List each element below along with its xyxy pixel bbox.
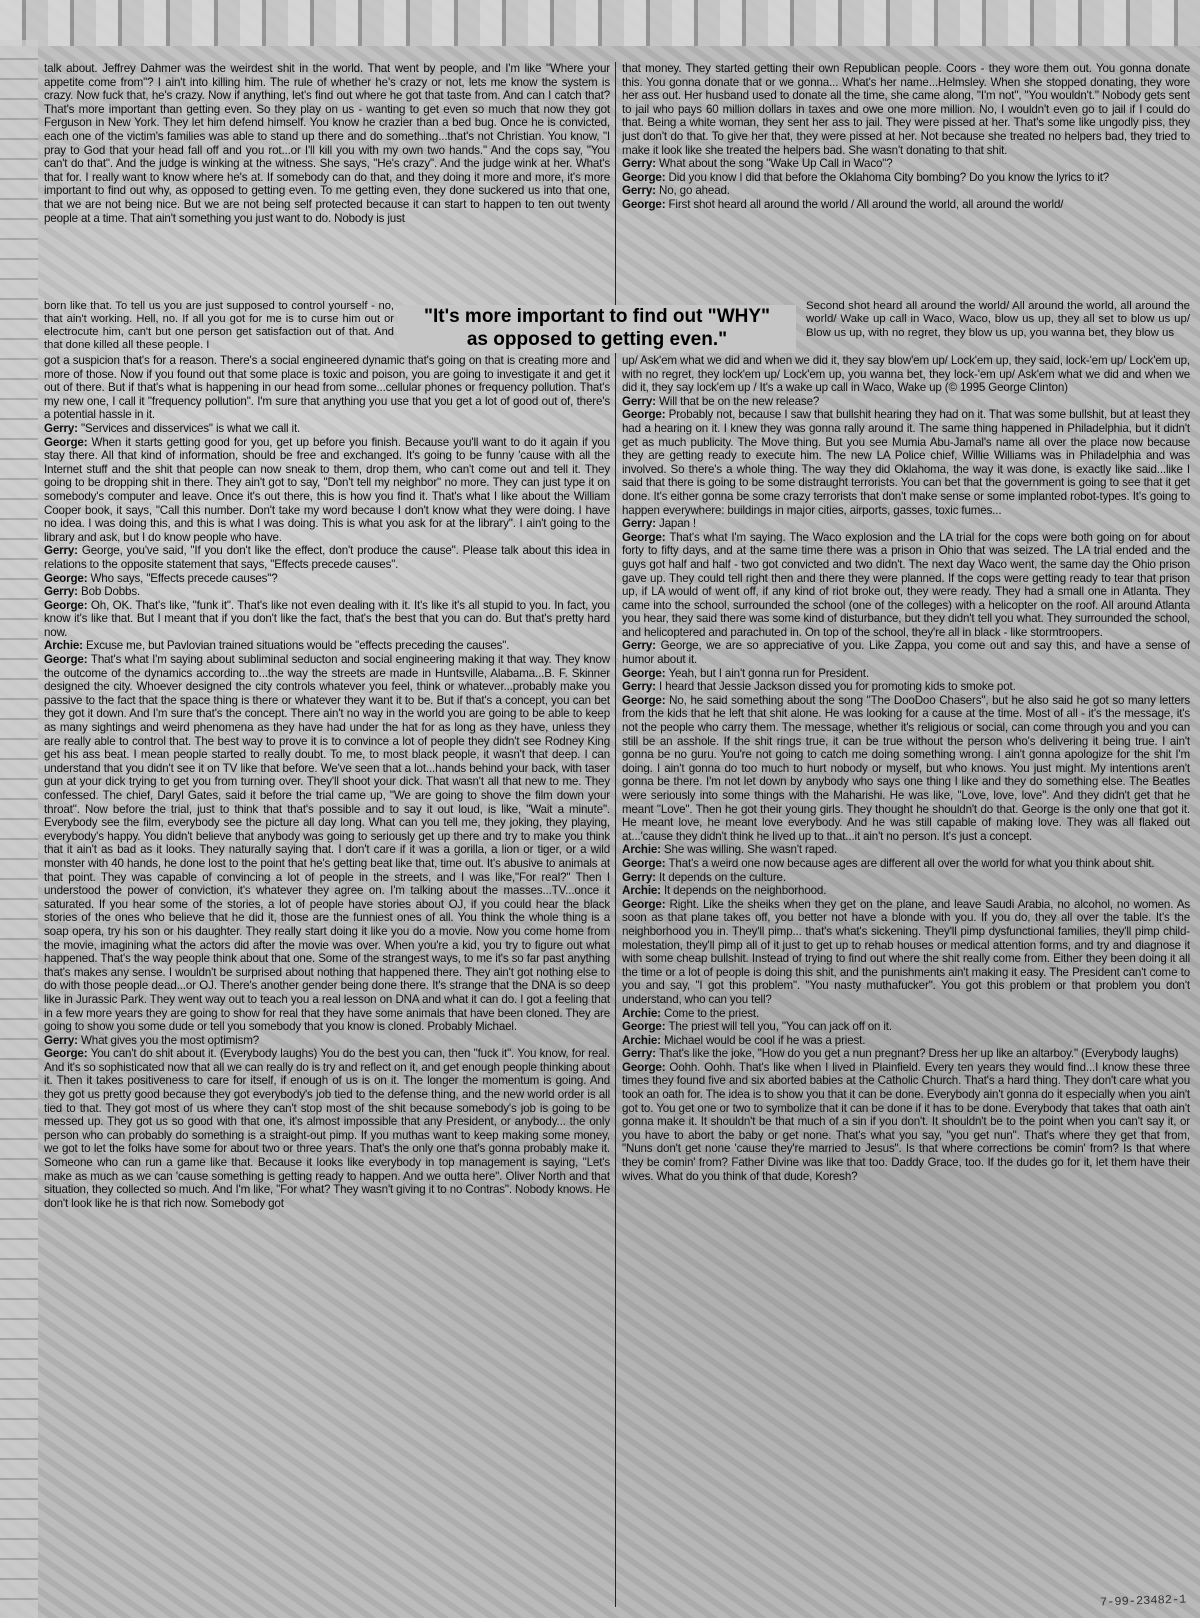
interview-paragraph: [44, 436, 610, 545]
paragraph-text: George, we are so appreciative of you. Like Zappa, you come out and say this, and have a sense of humor about it.: [622, 639, 1190, 667]
interview-paragraph: [622, 639, 1190, 666]
paragraph-text: Right. Like the sheiks when they get on the plane, and leave Saudi Arabia, no alcohol, no women. As soon as that plane takes off, you better not have a blonde with you. If you do, they all over the table. It's the neighborhood you in. They'll pimp... that's what's sickening. They'll pimp dysfunctional families, they'll pimp child-molestation, they'll pimp all of it just to get up to rehab houses or medical attention forms, and try and diagnose it with some cheap bullshit. Instead of trying to find out where the shit really come from. Either they been doing it all the time or a lot of people is doing this shit, and the punishments ain't making it easy. The President can't come to you and say, "I got this problem". "You nasty muthafucker". You got this problem or that problem you don't understand, who can you tell?: [622, 897, 1190, 1006]
paragraph-text: Will that be on the new release?: [658, 394, 820, 408]
speaker-name: George:: [622, 1060, 670, 1074]
speaker-name: Archie:: [44, 639, 86, 653]
right-column-wrap-text: Second shot heard all around the world/ All around the world, all around the world/ Wake up call in Waco, Waco, blow us up, they all set to blow us up/ Blow us up, with no regret, they blow us up, you wanna bet, they blow us: [806, 300, 1190, 339]
speaker-name: George:: [622, 856, 669, 870]
speaker-name: George:: [622, 693, 670, 707]
interview-paragraph: [622, 680, 1190, 694]
paragraph-text: The priest will tell you, "You can jack off on it.: [668, 1020, 892, 1034]
interview-paragraph: [622, 898, 1190, 1007]
pull-quote-line-2: as opposed to getting even.": [466, 329, 728, 350]
interview-paragraph: [44, 572, 610, 586]
speaker-name: Gerry:: [622, 394, 659, 408]
paragraph-text: She was willing. She wasn't raped.: [663, 843, 838, 857]
speaker-name: George:: [622, 197, 669, 211]
paragraph-text: up/ Ask'em what we did and when we did it, they say blow'em up/ Lock'em up, they said, lock-'em up/ Lock'em up, with no regret, they lock'em up/ Lock'em up, you wanna bet, they lock-'em up/ Ask'em what we did and when we did it, they say lock'em up / It's a wake up call in Waco, Wake up (© 1995 George Clinton): [622, 354, 1190, 395]
left-column-wrap-text: born like that. To tell us you are just supposed to control yourself - no, that ain't working. Hell, no. If all you got for me is to curse him out or electrocute him, can't but one person get satisfaction out of that. And that done killed all these people. I: [44, 300, 394, 352]
interview-paragraph: [44, 544, 610, 571]
interview-paragraph: [622, 198, 1190, 212]
speaker-name: George:: [44, 598, 91, 612]
interview-paragraph: [622, 694, 1190, 844]
paragraph-text: You can't do shit about it. (Everybody laughs) You do the best you can, then "fuck it". You know, for real. And it's so sophisticated now that all we can really do is try and reflect on it, and get enough people thinking about it. Then it takes positiveness to care for itself, if enough of us is on it. The longer the momentum is going. And they got us pretty good because they got everybody's job tied to the defense thing, and the new world order is all tied to that. They got most of us where they can't stop most of the shit because somebody's job is going to be messed up. They got us so good with that one, it's almost impossible that any President, or anybody... the only person who can probably do something is a straight-out pimp. If you muthas want to keep making some money, we got to let the folks have some for about two or three years. That's the only one that's gonna probably make it. Someone who can run a game like that. Because it looks like everybody in top management is saying, "Let's make as much as we can 'cause something is getting ready to happen. And we outta here". Oliver North and that situation, they collected so much. And I'm like, "For what? They wasn't giving it to no Contras". Nobody knows. He don't look like he is that rich now. Somebody got: [44, 1047, 610, 1210]
interview-paragraph: [44, 653, 610, 1034]
interview-paragraph: [622, 184, 1190, 198]
interview-paragraph: [622, 517, 1190, 531]
speaker-name: George:: [622, 170, 669, 184]
paragraph-text: Excuse me, but Pavlovian trained situations would be "effects preceding the causes".: [85, 639, 510, 653]
speaker-name: George:: [622, 530, 670, 544]
left-column-top: [44, 62, 610, 225]
interview-paragraph: [622, 1047, 1190, 1061]
speaker-name: Gerry:: [622, 1047, 659, 1061]
paragraph-text: talk about. Jeffrey Dahmer was the weirdest shit in the world. That went by people, and I'm like "Where your appetite come from"? I ain't into killing him. The rule of whether he's crazy or not, lets me know the system is crazy. Now fuck that, he's crazy. Now if anything, let's find out where he got that taste from. And can I catch that? That's more important than getting even. So they play on us - wanting to get even so much that now they got Ferguson in New York. They let him defend himself. You know he crazier than a bed bug. Once he is convicted, each one of the victim's families was able to stand up there and do something...that's not Christian. You know, "I pray to God that your head fall off and you rot...or I'll kill you with my own two hands." And the cops say, "You can't do that". And the judge is winking at the witness. She says, "He's crazy". And the judge wink at her. What's that for. I really want to know where he's at. If somebody can do that, and they doing it more and more, it's more important to find out why, as opposed to getting even. To me getting even, they done suckered us into that one, that we are not being nice. But we are not being self protected because it can start to happen to ten out twenty people at a time. That ain't something you just want to do. Nobody is just: [44, 62, 610, 225]
speaker-name: Archie:: [622, 843, 664, 857]
barcode-stamp: 7-99-23482-1: [1099, 1592, 1187, 1610]
paragraph-text: That's a weird one now because ages are different all over the world for what you think about shit.: [668, 856, 1155, 870]
paragraph-text: It depends on the culture.: [658, 870, 786, 884]
paragraph-text: Oohh. Oohh. That's like when I lived in Plainfield. Every ten years they would find...I know these three times they found five and six aborted babies at the Catholic Church. That's a hard thing. They don't care what you took an oath for. The idea is to show you that it can be done. Everybody ain't gonna do it especially when you ain't got to. You get one or two to symbolize that it can be done if it has to be done. Everybody that takes that oath ain't gonna make it. It shouldn't be that much of a sin if you don't. It shouldn't be to the point when you can't say it, or you have to abort the baby or get none. That's what you say, "you get nun". That's where they get that from, "Nuns don't get none 'cause they're married to Jesus". Is that where corrections be comin' from? Is that where they be comin' from? Father Divine was like that too. Daddy Grace, too. If the dudes go for it, let them have their wives. What do you think of that dude, Koresh?: [622, 1060, 1190, 1183]
paragraph-text: Probably not, because I saw that bullshit hearing they had on it. That was some bullshit, but at least they had a hearing on it. I knew they was gonna rally around it. The same thing happened in Philadelphia, but it didn't get as much publicity. The Move thing. But you see Mumia Abu-Jamal's name all over the place now because they are getting ready to execute him. The new LA Police chief, Willie Williams was in Philadelphia and was involved. So there's a whole thing. The way they did Oklahoma, the way it was done, is exactly like said...like I said that there is going to be some distraught terrorists. You can bet that the government is going to see that it get done. It's either gonna be some crazy terrorists that don't make sense or some implanted robot-types. It's going to happen everywhere: buildings in major cities, airports, gasses, toxic fumes...: [622, 408, 1190, 517]
interview-paragraph: [622, 408, 1190, 517]
interview-paragraph: [44, 599, 610, 640]
paragraph-text: Come to the priest.: [663, 1006, 760, 1020]
interview-paragraph: [622, 157, 1190, 171]
interview-paragraph: [44, 639, 610, 653]
interview-paragraph: [622, 667, 1190, 681]
interview-paragraph: [622, 531, 1190, 640]
header-collage-art: [0, 0, 1200, 46]
speaker-name: Gerry:: [44, 585, 81, 599]
speaker-name: Gerry:: [622, 870, 659, 884]
column-divider: [615, 62, 616, 1607]
paragraph-text: That's like the joke, "How do you get a nun pregnant? Dress her up like an altarboy." (Everybody laughs): [658, 1047, 1179, 1061]
speaker-name: Gerry:: [622, 639, 661, 653]
right-column-main: [622, 354, 1190, 1183]
paragraph-text: that money. They started getting their own Republican people. Coors - they wore them out. You gonna donate this. You gonna donate that or we gonna... What's her name...Helmsley. When she stopped donating, they wore her ass out. Her husband used to donate all the time, she came along, "I'm not", "You wouldn't." Nobody gets sent to jail who pays 60 million dollars in taxes and owe one more million. No, I wouldn't even go to jail if I could do that. Being a white woman, they sent her ass to jail. They were pissed at her. That's some like ungodly piss, they just don't do that. To give her that, they were pissed at her. Not because she treated no helpers bad, they tried to make it look like she treated the helpers bad. She wasn't donating to that shit.: [622, 62, 1190, 157]
speaker-name: George:: [44, 653, 91, 667]
speaker-name: Gerry:: [44, 1033, 81, 1047]
paragraph-text: When it starts getting good for you, get up before you finish. Because you'll want to do it again if you stay there. All that kind of information, should be free and exchanged. It's going to be funny 'cause with all the Internet stuff and the shit that people can now sneak to them, drop them, who can't come out and tell it. They going to be dropping shit in there. They ain't got to say, "Don't tell my neighbor" no more. They can just type it on somebody's computer and leave. Once it's out there, this is how you find it. That's what I like about the William Cooper book, it says, "Call this number. Don't take my word because I don't know what they were doing. I have no idea. I was doing this, and this is what I was doing. This is what you ask for at the library". I ain't going to the library and ask, but I do know people who have.: [44, 435, 610, 544]
paragraph-text: No, he said something about the song "The DooDoo Chasers", but he also said he got so many letters from the kids that he left that shit alone. He was looking for a cause at the time. Most of all - it's the message, it's not the people who carry them. The message, whether it's religious or social, can come through you and you can still be an asshole. If the shit rings true, it can be true without the person who's delivering it being true. I ain't gonna be no guru. You're not going to catch me doing something wrong. I ain't gonna apologize for the shit I'm doing. I ain't gonna do too much to hurt nobody or myself, but who knows. You just might. My intentions aren't gonna be there. I'm not let down by anybody who says one thing I like and they do something else. The Beatles were seriously into some things with the Maharishi. He was like, "Love, love, love". And they didn't get that he meant "Love". Then he got their young girls. They thought he shouldn't do that. George is the only one that got it. He meant love, he meant love everybody. And he was still capable of making love. They was all flaked out at...'cause they didn't think he lived up to that...it ain't no person. It's just a concept.: [622, 693, 1190, 843]
interview-paragraph: [44, 585, 610, 599]
paragraph-text: Oh, OK. That's like, "funk it". That's like not even dealing with it. It's like it's all stupid to you. In fact, you know it's like that. But I meant that if you don't like the fact, that's the best that you can do. But that's pretty hard now.: [44, 598, 610, 639]
paragraph-text: First shot heard all around the world / All around the world, all around the world/: [668, 197, 1064, 211]
interview-paragraph: [44, 422, 610, 436]
paragraph-text: What about the song "Wake Up Call in Waco"?: [658, 157, 893, 171]
paragraph-text: "Services and disservices" is what we call it.: [80, 421, 301, 435]
interview-paragraph: [622, 395, 1190, 409]
speaker-name: George:: [622, 1020, 669, 1034]
speaker-name: Gerry:: [622, 184, 659, 198]
speaker-name: George:: [622, 897, 670, 911]
speaker-name: Gerry:: [44, 421, 81, 435]
right-column-top: [622, 62, 1190, 212]
paragraph-text: George, you've said, "If you don't like the effect, don't produce the cause". Please talk about this idea in relations to the opposite statement that says, "Effects precede causes".: [44, 544, 610, 571]
interview-paragraph: [622, 1061, 1190, 1183]
paragraph-text: got a suspicion that's for a reason. There's a social engineered dynamic that's going on that is creating more and more of those. Now if you found out that some place is toxic and poison, you are going to investigate it and get it out of there. But if that's what is happening in our head from some...cellular phones or frequency pollution. That's my new one, I call it "frequency pollution". I'm sure that anything you use that you get a lot of good out of, there's a potential hassle in it.: [44, 354, 610, 422]
speaker-name: George:: [622, 408, 669, 422]
speaker-name: Archie:: [622, 884, 664, 898]
interview-paragraph: [622, 1034, 1190, 1048]
interview-paragraph: [622, 1020, 1190, 1034]
paragraph-text: Did you know I did that before the Oklahoma City bombing? Do you know the lyrics to it?: [668, 170, 1110, 184]
interview-paragraph: [622, 171, 1190, 185]
left-column-main: [44, 354, 610, 1210]
interview-paragraph: [44, 62, 610, 225]
paragraph-text: Japan !: [658, 517, 696, 531]
speaker-name: Archie:: [622, 1006, 664, 1020]
interview-paragraph: [622, 871, 1190, 885]
paragraph-text: No, go ahead.: [658, 184, 730, 198]
paragraph-text: That's what I'm saying. The Waco explosion and the LA trial for the cops were both going on for about forty to fifty days, and at the same time there was a prison in Ohio that was seized. The LA trial ended and the guys got half and half - two got convicted and two didn't. The next day Waco went, the same day the Ohio prison gave up. They could tell right then and there they were planned. If the cops were getting ready to tear that prison up, if LA would of went off, if any kind of riot broke out, they were ready. They had a small one in Atlanta. They came into the school, surrounded the school (one of the colleges) with a helicopter on the roof. All around Atlanta you hear, they said there was some kind of disturbance, but they didn't tell you what. They surrounded the school, and helicoptered and parachuted in. On top of the school, they're all in black - like stormtroopers.: [622, 530, 1190, 639]
interview-paragraph: [44, 354, 610, 422]
interview-paragraph: [622, 843, 1190, 857]
interview-paragraph: [622, 1007, 1190, 1021]
interview-paragraph: [44, 1034, 610, 1048]
speaker-name: George:: [622, 666, 669, 680]
paragraph-text: I heard that Jessie Jackson dissed you for promoting kids to smoke pot.: [658, 680, 1016, 694]
paragraph-text: What gives you the most optimism?: [80, 1033, 260, 1047]
pull-quote-line-1: "It's more important to find out "WHY": [423, 306, 771, 327]
interview-paragraph: [622, 62, 1190, 157]
speaker-name: George:: [44, 435, 92, 449]
pull-quote: [398, 305, 796, 353]
speaker-name: George:: [44, 571, 91, 585]
paragraph-text: Yeah, but I ain't gonna run for President.: [668, 666, 869, 680]
interview-paragraph: [622, 857, 1190, 871]
paragraph-text: That's what I'm saying about subliminal seducton and social engineering making it that way. They know the outcome of the dynamics according to...the way the streets are made in Huntsville, Alabama...B. F. Skinner designed the city. Whoever designed the city controls whatever you feel, think or whatever...probably make you passive to the fact that the space thing is there or whatever they want it to be. But if that's a concept, you can bet they got it down. And I'm sure that's the concept. There ain't no way in the world you are going to be able to keep as many sightings and weird phenomena as they have had under the hat for as long as they have, unless they are really able to control that. The best way to prove it is to convince a lot of people they didn't see Rodney King get his ass beat. I mean people started to really doubt. To me, to most black people, it wasn't that deep. I can understand that you didn't see it on TV like that before. We've seen that a lot...hands behind your back, with taser gun at your dick trying to get you from turning over. They'll shoot your dick. That wasn't all that new to me. They confessed. The chief, Daryl Gates, said it before the trial came up, "We are going to shove the film down your throat". Now before the trial, just to think that that's possible and to say it out loud, is like, "Wait a minute". Everybody see the film, everybody see the picture all day long. What can you tell me, they joking, they playing, everybody's happy. You didn't believe that anybody was going to seriously get up there and try to make you think that it ain't as bad as it looks. They naturally saying that. I don't care if it was a gorilla, a lion or tiger, or a wild monster with 40 hands, he done lost to the point that he's getting beat like that, time out. It's abusive to animals at that point. They was capable of convincing a lot of people in the streets, and I was like,"For real?" Then I understood the power of conviction, it's whatever they agree on. I'm talking about the masses...TV...once it saturated. If you hear some of the stories, a lot of people have stories about OJ, if you could hear the black stories of the ones who believe that he did it, those are the funniest ones of all. You think the whole thing is a soap opera, try his son or his daughter. They really start doing it like you do a movie. Now you come home from the movie, imagining what the actors did after the movie was over. When you're a kid, you try to figure out what happened. That's the way people think about that one. Some of the strangest ways, to me it's so far past anything that's makes any sense. I wouldn't be surprised about nothing that happened there. They ain't got nothing else to do with those people dead...or OJ. There's another gender being done there. It's strange that the DNA is so deep like in Jurassic Park. They went way out to teach you a real lesson on DNA and what it can do. I got a feeling that in a few more years they are going to show for real that they have some animals that have been cloned. They are going to show you some dude or tell you somebody that you know is cloned. Probably Michael.: [44, 653, 610, 1034]
paragraph-text: Michael would be cool if he was a priest.: [663, 1033, 866, 1047]
left-margin-collage-art: [0, 40, 38, 1618]
interview-paragraph: [622, 354, 1190, 395]
speaker-name: Archie:: [622, 1033, 664, 1047]
speaker-name: Gerry:: [622, 157, 659, 171]
interview-paragraph: [44, 1047, 610, 1210]
speaker-name: Gerry:: [622, 680, 659, 694]
speaker-name: Gerry:: [622, 517, 659, 531]
paragraph-text: Who says, "Effects precede causes"?: [90, 571, 278, 585]
speaker-name: Gerry:: [44, 544, 82, 558]
speaker-name: George:: [44, 1047, 91, 1061]
paragraph-text: It depends on the neighborhood.: [663, 884, 827, 898]
paragraph-text: Bob Dobbs.: [80, 585, 141, 599]
interview-paragraph: [622, 884, 1190, 898]
